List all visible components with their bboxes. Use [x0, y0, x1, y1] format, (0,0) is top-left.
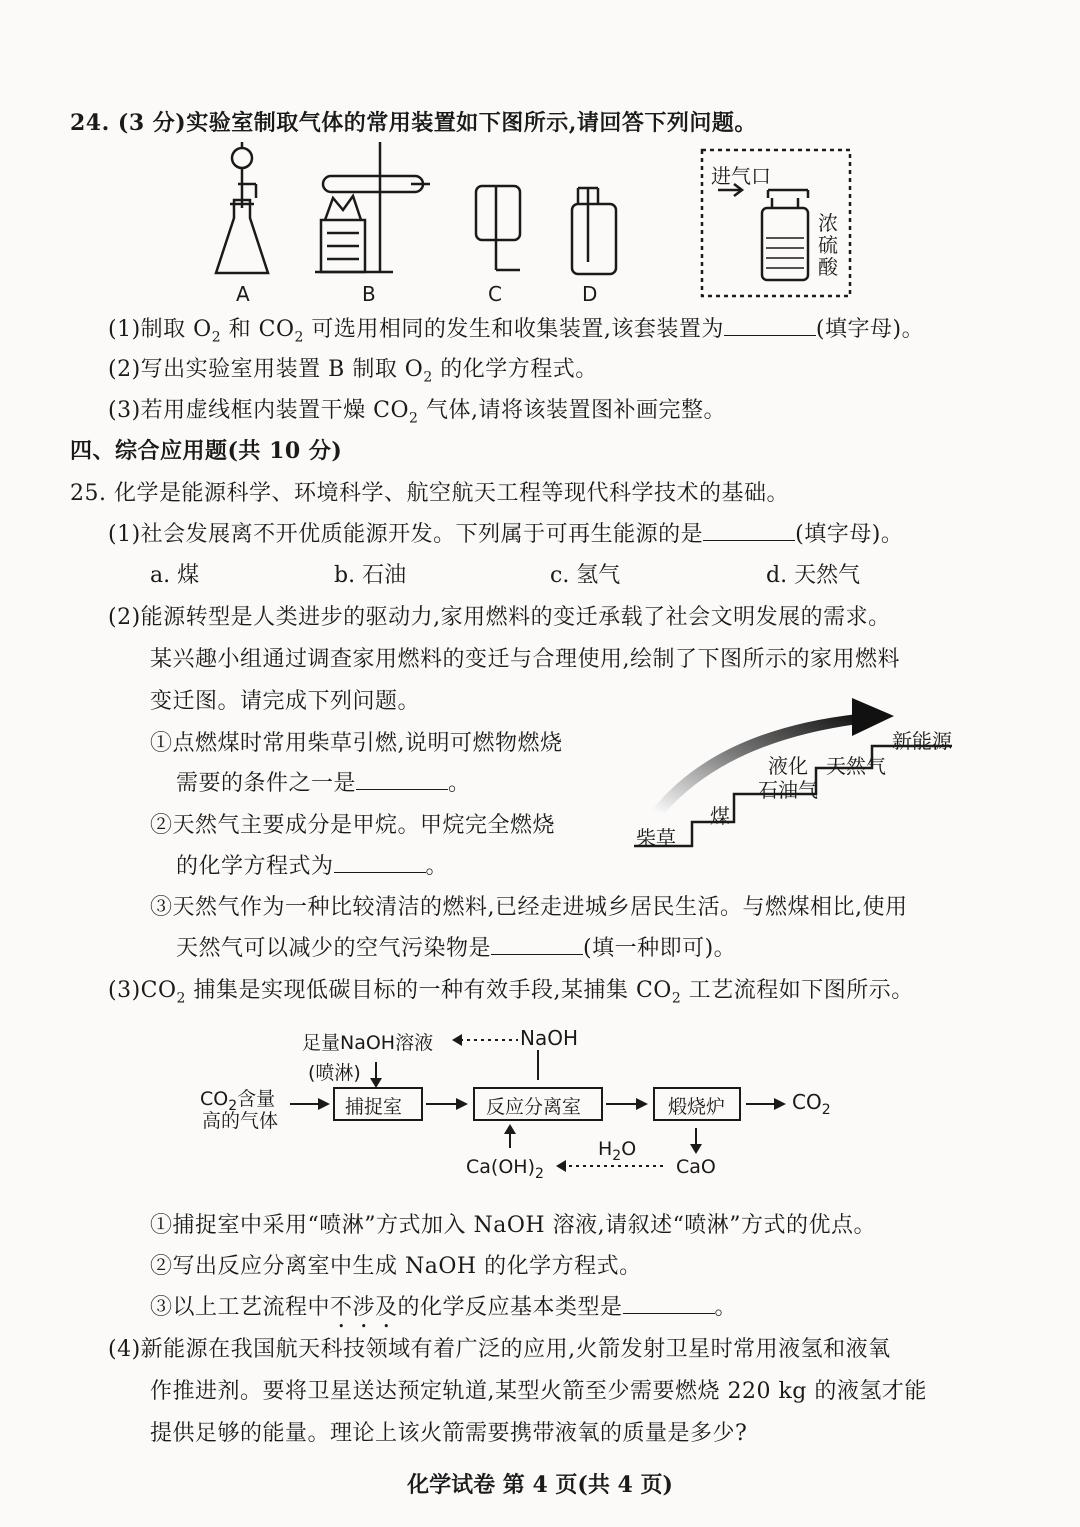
output-co2-label: $CO_2$ — [792, 1090, 831, 1118]
spray-label: (喷淋) — [308, 1062, 361, 1084]
q24-part3: (3)若用虚线框内装置干燥 $CO_2$ 气体,请将该装置图补画完整。 — [108, 398, 726, 427]
flow-q2: ②写出反应分离室中生成 NaOH 的化学方程式。 — [150, 1254, 642, 1279]
answer-blank[interactable] — [623, 1295, 715, 1314]
sub1-line2: 需要的条件之一是 。 — [176, 771, 471, 796]
q25-part1: (1)社会发展离不开优质能源开发。下列属于可再生能源的是 (填字母)。 — [108, 522, 904, 547]
stair-label-3b: 石油气 — [758, 778, 818, 802]
furnace-label: 煅烧炉 — [668, 1096, 726, 1118]
q25-part2-line3: 变迁图。请完成下列问题。 — [150, 689, 421, 714]
q25-part4-line3: 提供足够的能量。理论上该火箭需要携带液氧的质量是多少? — [150, 1421, 748, 1446]
apparatus-c-icon — [476, 186, 520, 270]
sub3-line2: 天然气可以减少的空气污染物是 (填一种即可)。 — [176, 936, 737, 961]
sub2-line1: ②天然气主要成分是甲烷。甲烷完全燃烧 — [150, 813, 556, 838]
stair-label-5: 新能源 — [892, 729, 952, 753]
stair-label-3a: 液化 — [768, 754, 808, 778]
stair-label-4: 天然气 — [826, 754, 886, 778]
label-b: B — [362, 282, 376, 306]
section-heading: 四、综合应用题(共 10 分) — [70, 438, 343, 464]
label-c: C — [488, 282, 502, 306]
answer-blank[interactable] — [356, 771, 448, 790]
separation-label: 反应分离室 — [486, 1096, 582, 1118]
naoh-label: NaOH — [520, 1026, 578, 1050]
flow-q1: ①捕捉室中采用“喷淋”方式加入 NaOH 溶液,请叙述“喷淋”方式的优点。 — [150, 1213, 877, 1238]
option-d: d. 天然气 — [766, 563, 861, 588]
arrow-head-icon — [852, 698, 894, 736]
q24-part2: (2)写出实验室用装置 B 制取 $O_2$ 的化学方程式。 — [108, 357, 598, 386]
h2o-label: $H_2O$ — [598, 1138, 637, 1164]
apparatus-a-icon — [216, 142, 268, 273]
option-b: b. 石油 — [334, 563, 407, 588]
inlet-label: 进气口 — [711, 164, 771, 188]
label-d: D — [582, 282, 598, 306]
answer-blank[interactable] — [724, 317, 816, 336]
capture-label: 捕捉室 — [345, 1096, 403, 1118]
flow-q3: ③以上工艺流程中不涉及的化学反应基本类型是 。 — [150, 1295, 738, 1320]
answer-blank[interactable] — [703, 522, 795, 541]
apparatus-b-icon — [315, 142, 430, 272]
label-a: A — [236, 282, 250, 306]
stair-label-1: 柴草 — [636, 826, 676, 850]
answer-blank[interactable] — [491, 936, 583, 955]
q25-part2-line1: (2)能源转型是人类进步的驱动力,家用燃料的变迁承载了社会文明发展的需求。 — [108, 605, 891, 630]
cao-label: CaO — [676, 1156, 716, 1178]
input-gas-label-1: $CO_2$含量 — [200, 1088, 276, 1114]
q25-part4-line2: 作推进剂。要将卫星送达预定轨道,某型火箭至少需要燃烧 220 kg 的液氢才能 — [150, 1379, 927, 1404]
option-c: c. 氢气 — [550, 563, 621, 588]
option-a: a. 煤 — [150, 563, 200, 588]
q25-part2-line2: 某兴趣小组通过调查家用燃料的变迁与合理使用,绘制了下图所示的家用燃料 — [150, 647, 900, 672]
sub2-line2: 的化学方程式为 。 — [176, 854, 449, 879]
sub3-line1: ③天然气作为一种比较清洁的燃料,已经走进城乡居民生活。与燃煤相比,使用 — [150, 895, 908, 920]
q25-title: 25. 化学是能源科学、环境科学、航空航天工程等现代科学技术的基础。 — [70, 481, 789, 506]
answer-blank[interactable] — [334, 854, 426, 873]
acid-label: 浓硫酸 — [818, 211, 838, 279]
q25-part4-line1: (4)新能源在我国航天科技领域有着广泛的应用,火箭发射卫星时常用液氢和液氧 — [108, 1337, 891, 1362]
drying-bottle-icon — [762, 190, 808, 280]
stair-label-2: 煤 — [710, 804, 730, 828]
q24-part1: (1)制取 $O_2$ 和 $CO_2$ 可选用相同的发生和收集装置,该套装置为 (填字母)。 — [108, 317, 925, 346]
input-gas-label-2: 高的气体 — [202, 1110, 279, 1132]
naoh-solution-label: 足量NaOH溶液 — [302, 1032, 434, 1054]
q25-part3: $(3)CO_2$ 捕集是实现低碳目标的一种有效手段,某捕集 $CO_2$ 工艺流程如下图所示。 — [108, 978, 914, 1007]
apparatus-d-icon — [572, 188, 616, 274]
caoh2-label: $Ca(OH)_2$ — [466, 1156, 544, 1182]
q24-title: 24. (3 分)实验室制取气体的常用装置如下图所示,请回答下列问题。 — [70, 110, 757, 136]
page-footer: 化学试卷 第 4 页(共 4 页) — [407, 1472, 673, 1498]
sub1-line1: ①点燃煤时常用柴草引燃,说明可燃物燃烧 — [150, 731, 563, 756]
